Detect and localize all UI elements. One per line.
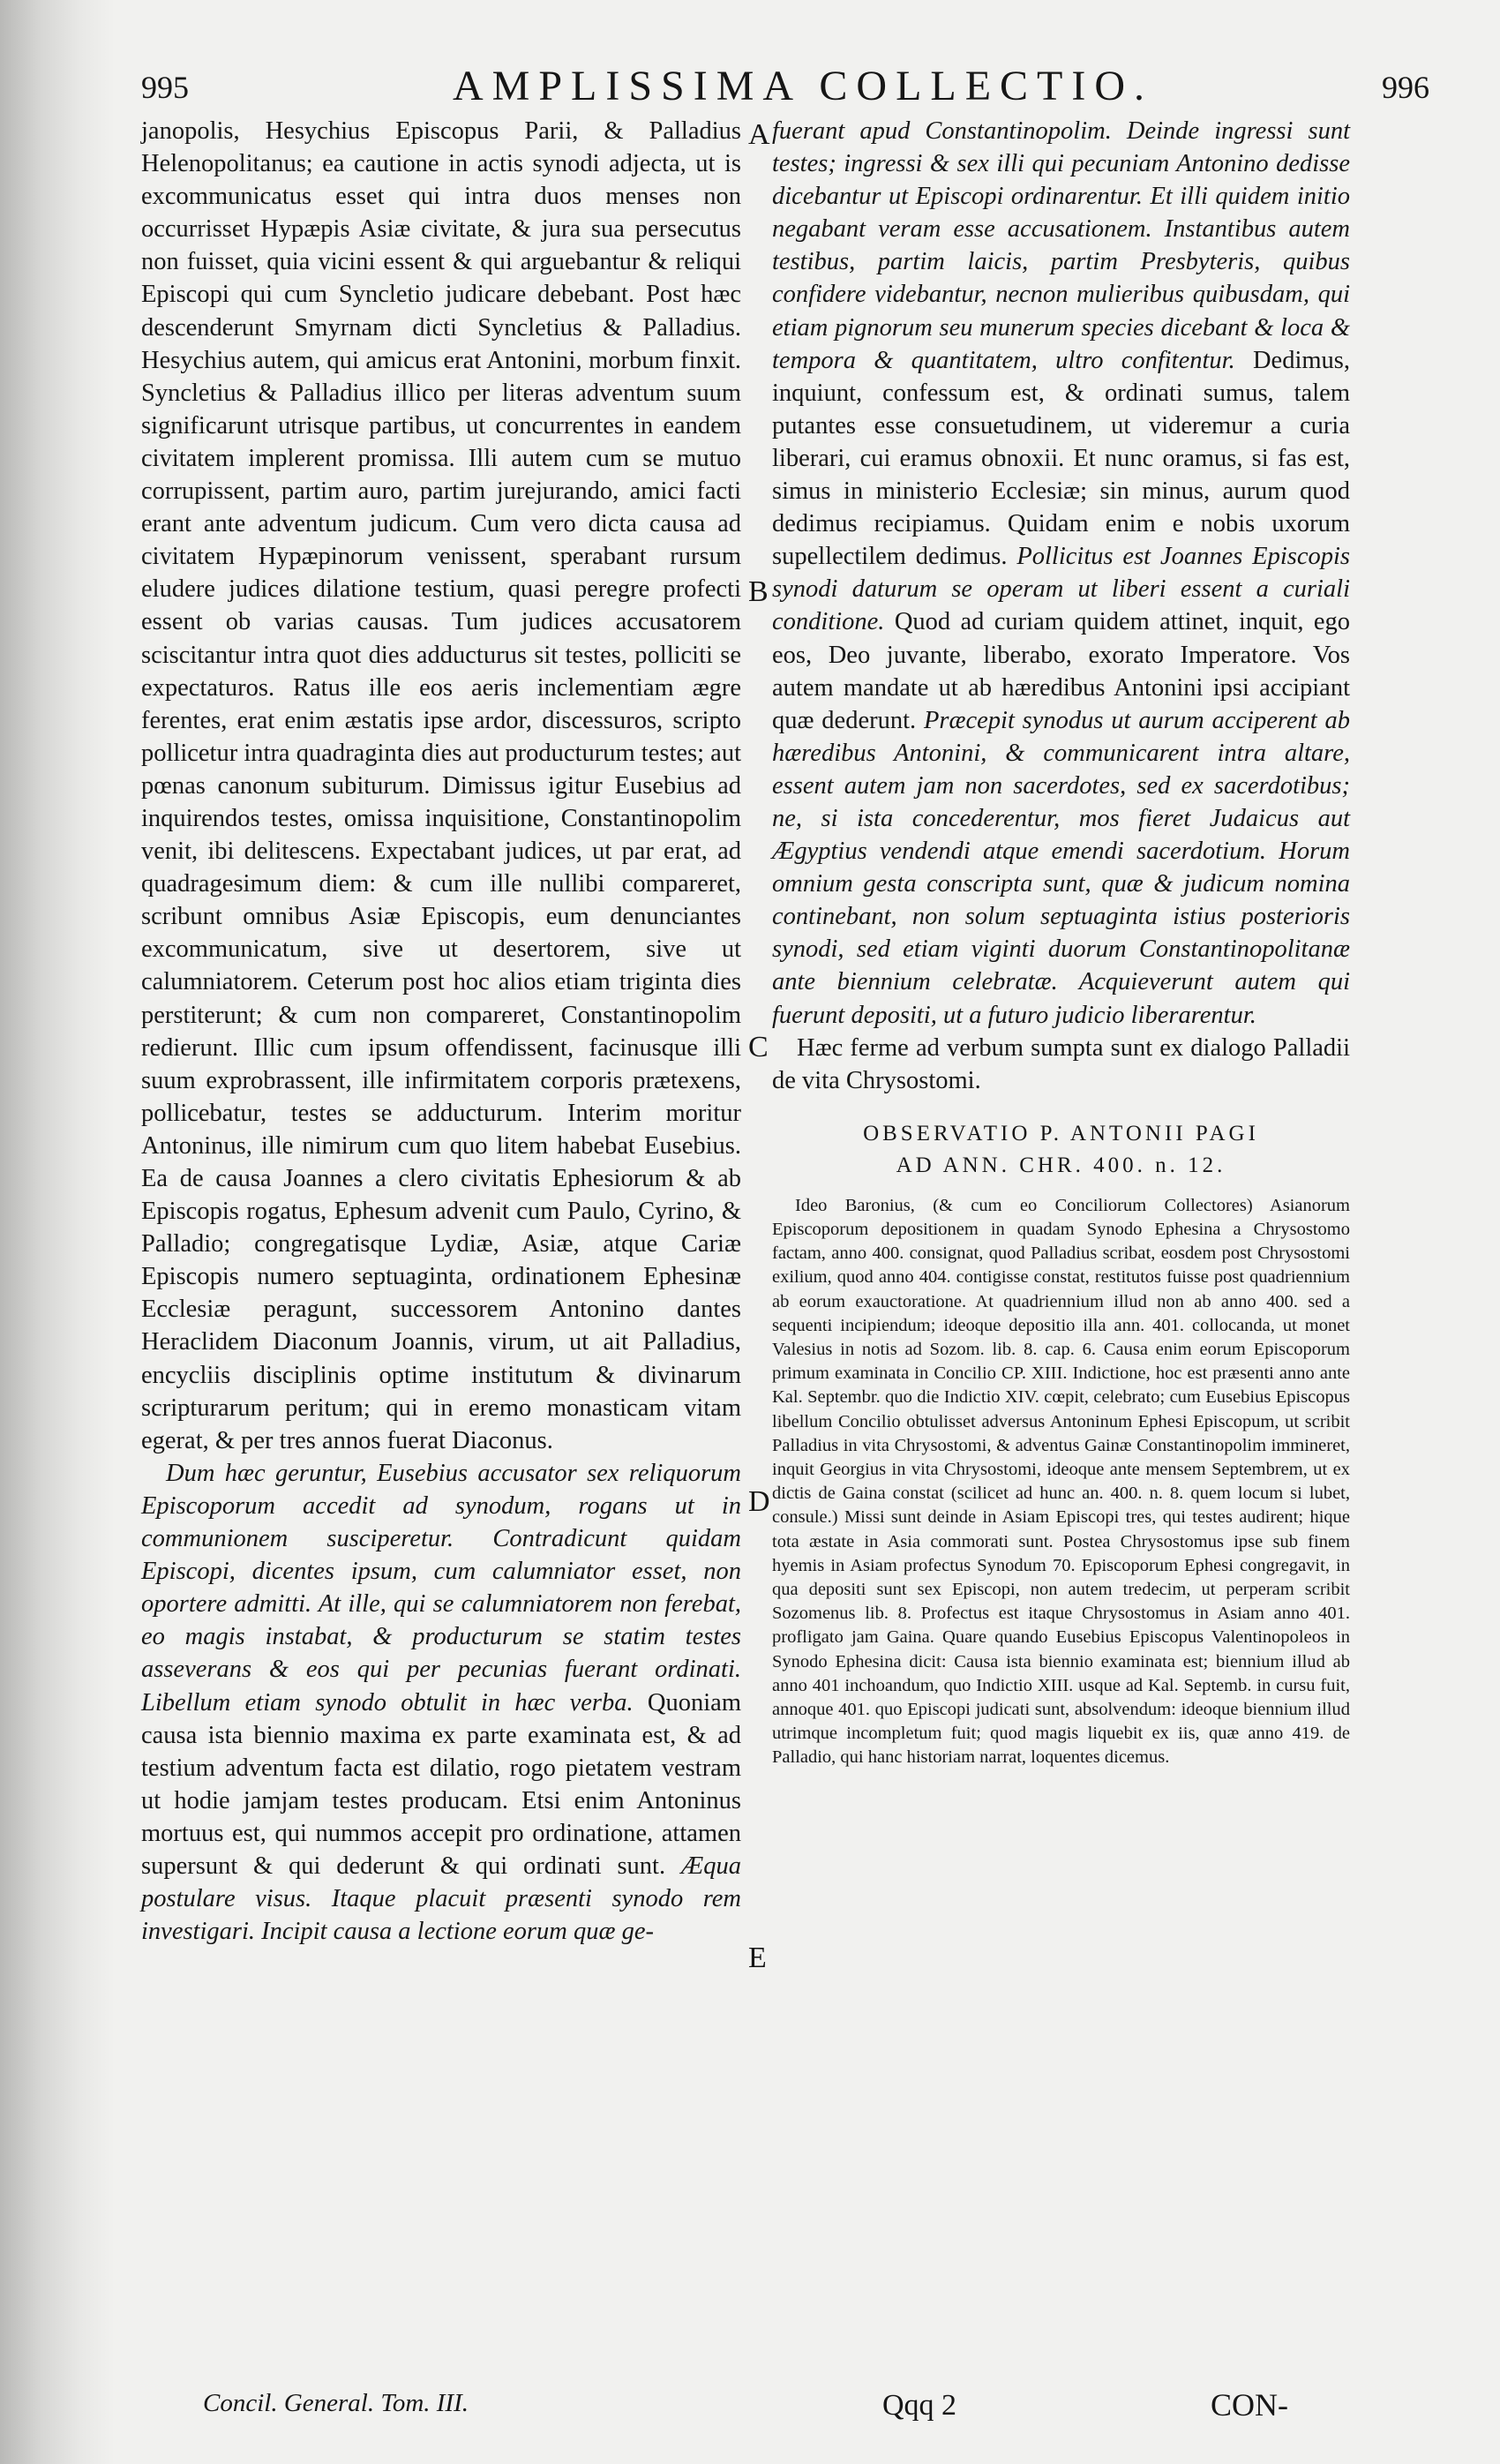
right-paragraph-2: Hæc ferme ad verbum sumpta sunt ex dialogo Palladii de vita Chrysostomi. [772,1033,1350,1094]
footer-volume [203,2389,469,2418]
left-paragraph-2-end: Æqua postulare visus. Itaque placuit præsenti synodo rem investigari. Incipit causa a lectione eorum quæ ge- [141,1852,741,1946]
footer-catchword: CON- [1211,2387,1288,2423]
page-number-right: 996 [1382,70,1429,105]
section-marker-a: A [748,118,770,151]
right-column [772,115,1350,1770]
left-paragraph-1: janopolis, Hesychius Episcopus Parii, & Palladius Helenopolitanus; ea cautione in actis synodi adjecta, ut is excommunicatus esset qui intra duos menses non occurrisset Hypæpis Asiæ civitate, & jura sua persecutus non fuisset, quia vicini essent & qui arguebantur & reliqui Episcopi qui cum Syncletio judicare debebant. Post hæc descenderunt Smyrnam dicti Syncletius & Palladius. Hesychius autem, qui amicus erat Antonini, morbum finxit. Syncletius & Palladius illico per literas adventum suum significarunt utrisque partibus, ut concurrentes in eandem civitatem implerent promissa. Illi autem cum se mutuo corrupissent, partim auro, partim jurejurando, amici facti erant ante adventum judicum. Cum vero dicta causa ad civitatem Hypæpinorum venissent, sperabant rursum eludere judices dilatione testium, quasi peregre profecti essent ob varias causas. Tum judices accusatorem sciscitantur intra quot dies adducturus sit testes, polliciti se expectaturos. Ratus ille eos aeris inclementiam ægre ferentes, erat enim æstatis ipse ardor, discessuros, scripto pollicetur intra quadraginta dies aut producturum testes; aut pœnas canonum subiturum. Dimissus igitur Eusebius ad inquirendos testes, omissa inquisitione, Constantinopolim venit, ibi delitescens. Expectabant judices, ut par erat, ad quadragesimum diem: & cum ille nullibi compareret, scribunt omnibus Asiæ Episcopis, eum denunciantes excommunicatum, sive ut desertorem, sive ut calumniatorem. Ceterum post hoc alios etiam triginta dies perstiterunt; & cum non compareret, Constantinopolim redierunt. Illic cum ipsum offendissent, facinusque illi suum exprobrassent, ille infirmitatem corporis prætexens, pollicebatur, testes se adducturum. Interim moritur Antoninus, ille nimirum cum quo litem habebat Eusebius. Ea de causa Joannes a clero civitatis Ephesiorum & ab Episcopis rogatus, Ephesum advenit cum Paulo, Cyrino, & Palladio; congregatisque Lydiæ, Asiæ, atque Cariæ Episcopis numero septuaginta, ordinationem Ephesinæ Ecclesiæ peragunt, successorem Antonino dantes Heraclidem Diaconum Joannis, virum, ut ait Palladius, encycliis disciplinis optime institutum & divinarum scripturarum peritum; qui in eremo monasticam vitam egerat, & per tres annos fuerat Diaconus. [141,117,741,1454]
right-paragraph-1-italic-2: Pollicitus est Joannes Episcopis synodi daturum se operam ut liberi essent a curiali conditione. [772,543,1350,636]
left-column [141,115,741,1948]
section-marker-d: D [748,1485,770,1518]
right-paragraph-1-italic-3: Præcepit synodus ut aurum acciperent ab hæredibus Antonini, & communicarent intra altare, essent autem jam non sacerdotes, sed ex sacerdotibus; ne, si ista concederentur, mos fieret Judaicus aut Ægyptius vendendi atque emendi sacerdotium. Horum omnium gesta conscripta sunt, quæ & judicum nomina continebant, non solum septuaginta istius posterioris synodi, sed etiam viginti duorum Constantinopolitanæ ante biennium celebratæ. Acquieverunt autem qui fuerunt depositi, ut a futuro judicio liberarentur. [772,706,1351,1029]
observatio-title: OBSERVATIO P. ANTONII PAGI [863,1121,1259,1146]
footer-signature: Qqq 2 [882,2389,957,2422]
section-marker-e: E [748,1942,767,1974]
right-paragraph-1-roman-2: Quod ad curiam quidem attinet, inquit, ego eos, Deo juvante, liberabo, exorato Imperatore. Vos autem mandate ut ab hæredibus Antonini ipsi accipiant quæ dederunt. [772,608,1350,734]
right-paragraph-1-italic: fuerant apud Constantinopolim. Deinde ingressi sunt testes; ingressi & sex illi qui pecuniam Antonino dedisse dicebantur ut Episcopi ordinarentur. Et illi quidem initio negabant veram esse accusationem. Instantibus autem testibus, partim laicis, partim Presbyteris, quibus confidere videbantur, necnon mulieribus quibusdam, qui etiam pignorum seu munerum species dicebant & loca & tempora & quantitatem, ultro confitentur. [772,117,1350,374]
observatio-commentary: Ideo Baronius, (& cum eo Conciliorum Collectores) Asianorum Episcoporum depositionem in quadam Synodo Ephesina a Chrysostomo factam, anno 400. consignat, quod Palladius scribat, eosdem post Chrysostomi exilium, quod anno 404. contigisse constat, restitutos fuisse post quadriennium ab eorum exauctoratione. At quadriennium illud non ab anno 400. sed a sequenti incipiendum; ideoque depositio illa ann. 401. collocanda, ut monet Valesius in notis ad Sozom. lib. 8. cap. 6. Causa enim eorum Episcoporum primum examinata in Concilio CP. XIII. Indictione, hoc est præsenti anno ante Kal. Septembr. quo die Indictio XIV. cœpit, celebrato; cum Eusebius Episcopus libellum Concilio obtulisset adversus Antoninum Ephesi Episcopum, ut scribit Palladius in vita Chrysostomi, & adventus Gainæ Constantinopolim immineret, inquit Georgius in vita Chrysostomi, ideoque ante mensem Septembrem, ut ex dictis de Gaina constat (scilicet ad hunc an. 400. n. 8. quem locum si lubet, consule.) Missi sunt deinde in Asiam Episcopi tres, qui testes audirent; hique tota æstate in Asia commorati sunt. Postea Chrysostomus ipse sub finem hyemis in Asiam profectus Synodum 70. Episcoporum Ephesi congregavit, in qua depositi sunt sex Episcopi, non autem tredecim, ut perperam scribit Sozomenus lib. 8. Profectus est itaque Chrysostomus in Asiam anno 401. profligato jam Gaina. Quare quando Eusebius Episcopus Valentinopoleos in Synodo Ephesina dicit: Causa ista biennio examinata est; biennium illud ab anno 401 inchoandum, quo Indictio XIII. usque ad Kal. Septemb. in cursu fuit, annoque 401. quo Episcopi judicati sunt, absolvendum: ideoque biennium illud utrimque incompletum fuit; quod magis liquebit ex iis, quæ anno 419. de Palladio, qui hanc historiam narrat, loquentes dicemus. [772,1195,1350,1768]
running-title: AMPLISSIMA COLLECTIO. [452,63,1154,109]
right-paragraph-1-roman: Dedimus, inquiunt, confessum est, & ordinati sumus, talem putantes esse consuetudinem, ut videremur a curia liberari, cui eramus obnoxii. Et nunc oramus, si fas est, simus in ministerio Ecclesiæ; sin minus, aurum quod dedimus recipiamus. Quidam enim e nobis uxorum supellectilem dedimus. [772,346,1351,571]
footer-volume-text: Concil. General. Tom. III. [203,2389,469,2417]
left-paragraph-2-italic: Dum hæc geruntur, Eusebius accusator sex reliquorum Episcoporum accedit ad synodum, rogans ut in communionem susciperetur. Contradicunt quidam Episcopi, dicentes ipsum, cum calumniator esset, non oportere admitti. At ille, qui se calumniatorem non ferebat, eo magis instabat, & producturum se statim testes asseverans & eos qui per pecunias fuerant ordinati. Libellum etiam synodo obtulit in hæc verba. [141,1459,741,1717]
book-spine-shadow [0,0,115,2464]
right-paragraph-1 [772,115,1350,1032]
observatio-heading [772,1118,1350,1182]
page-header [141,62,1429,115]
left-paragraph-2-roman: Quoniam causa ista biennio maxima ex parte examinata est, & ad testium adventum facta est dilatio, rogo pietatem vestram ut hodie jamjam testes producam. Etsi enim Antoninus mortuus est, qui nummos accepit pro ordinatione, attamen supersunt & qui dederunt & qui ordinati sunt. [141,1688,741,1880]
page-number-left: 995 [141,70,189,105]
section-marker-b: B [748,575,769,608]
left-paragraph-2 [141,1457,741,1948]
section-marker-c: C [748,1031,769,1063]
observatio-reference: AD ANN. CHR. 400. n. 12. [896,1153,1226,1177]
